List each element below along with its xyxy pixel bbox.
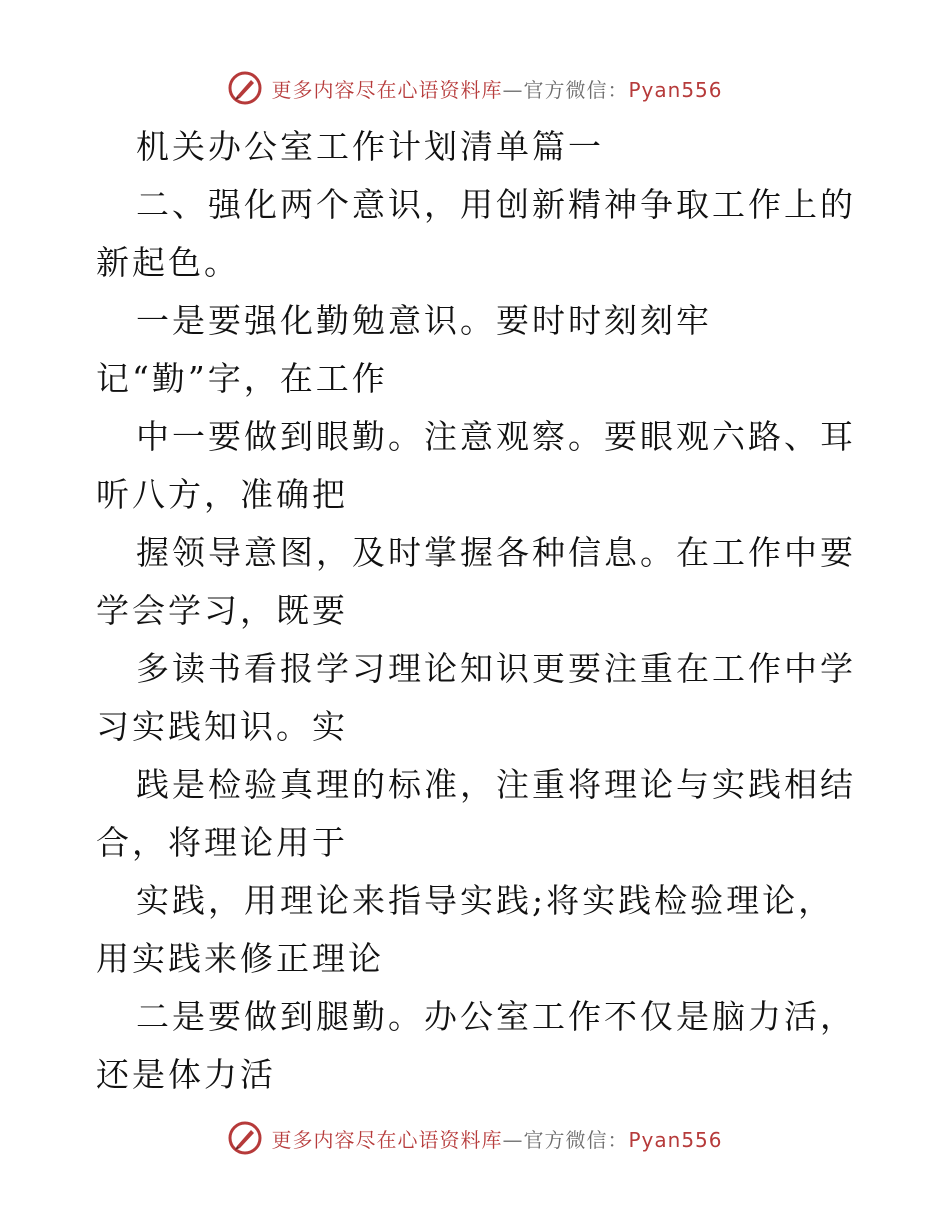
paragraph: 记“勤”字，在工作 xyxy=(96,359,388,398)
banner-text xyxy=(271,1124,722,1153)
paragraph: 一是要强化勤勉意识。要时时刻刻牢 xyxy=(136,301,712,340)
banner-separator: — xyxy=(502,1127,524,1152)
document-title: 机关办公室工作计划清单篇一 xyxy=(136,127,604,166)
paragraph: 二、强化两个意识，用创新精神争取工作上的新起色。 xyxy=(96,185,856,282)
header-banner xyxy=(0,70,950,106)
quill-pen-logo-icon xyxy=(227,70,263,106)
banner-site-text: 更多内容尽在心语资料库 xyxy=(271,77,503,102)
paragraph: 二是要做到腿勤。办公室工作不仅是脑力活，还是体力活 xyxy=(96,997,856,1094)
document-body xyxy=(96,118,856,1104)
banner-wechat-id: Pyan556 xyxy=(628,1127,723,1152)
banner-text xyxy=(271,74,722,103)
paragraph: 实践，用理论来指导实践;将实践检验理论，用实践来修正理论 xyxy=(96,881,835,978)
banner-site-text: 更多内容尽在心语资料库 xyxy=(271,1127,503,1152)
paragraph: 多读书看报学习理论知识更要注重在工作中学习实践知识。实 xyxy=(96,649,856,746)
banner-official-label: 官方微信： xyxy=(523,1127,629,1152)
quill-pen-logo-icon xyxy=(227,1120,263,1156)
banner-official-label: 官方微信： xyxy=(523,77,629,102)
paragraph: 中一要做到眼勤。注意观察。要眼观六路、耳听八方，准确把 xyxy=(96,417,856,514)
paragraph: 践是检验真理的标准，注重将理论与实践相结合，将理论用于 xyxy=(96,765,856,862)
banner-separator: — xyxy=(502,77,524,102)
footer-banner xyxy=(0,1120,950,1156)
paragraph: 握领导意图，及时掌握各种信息。在工作中要学会学习，既要 xyxy=(96,533,856,630)
banner-wechat-id: Pyan556 xyxy=(628,77,723,102)
